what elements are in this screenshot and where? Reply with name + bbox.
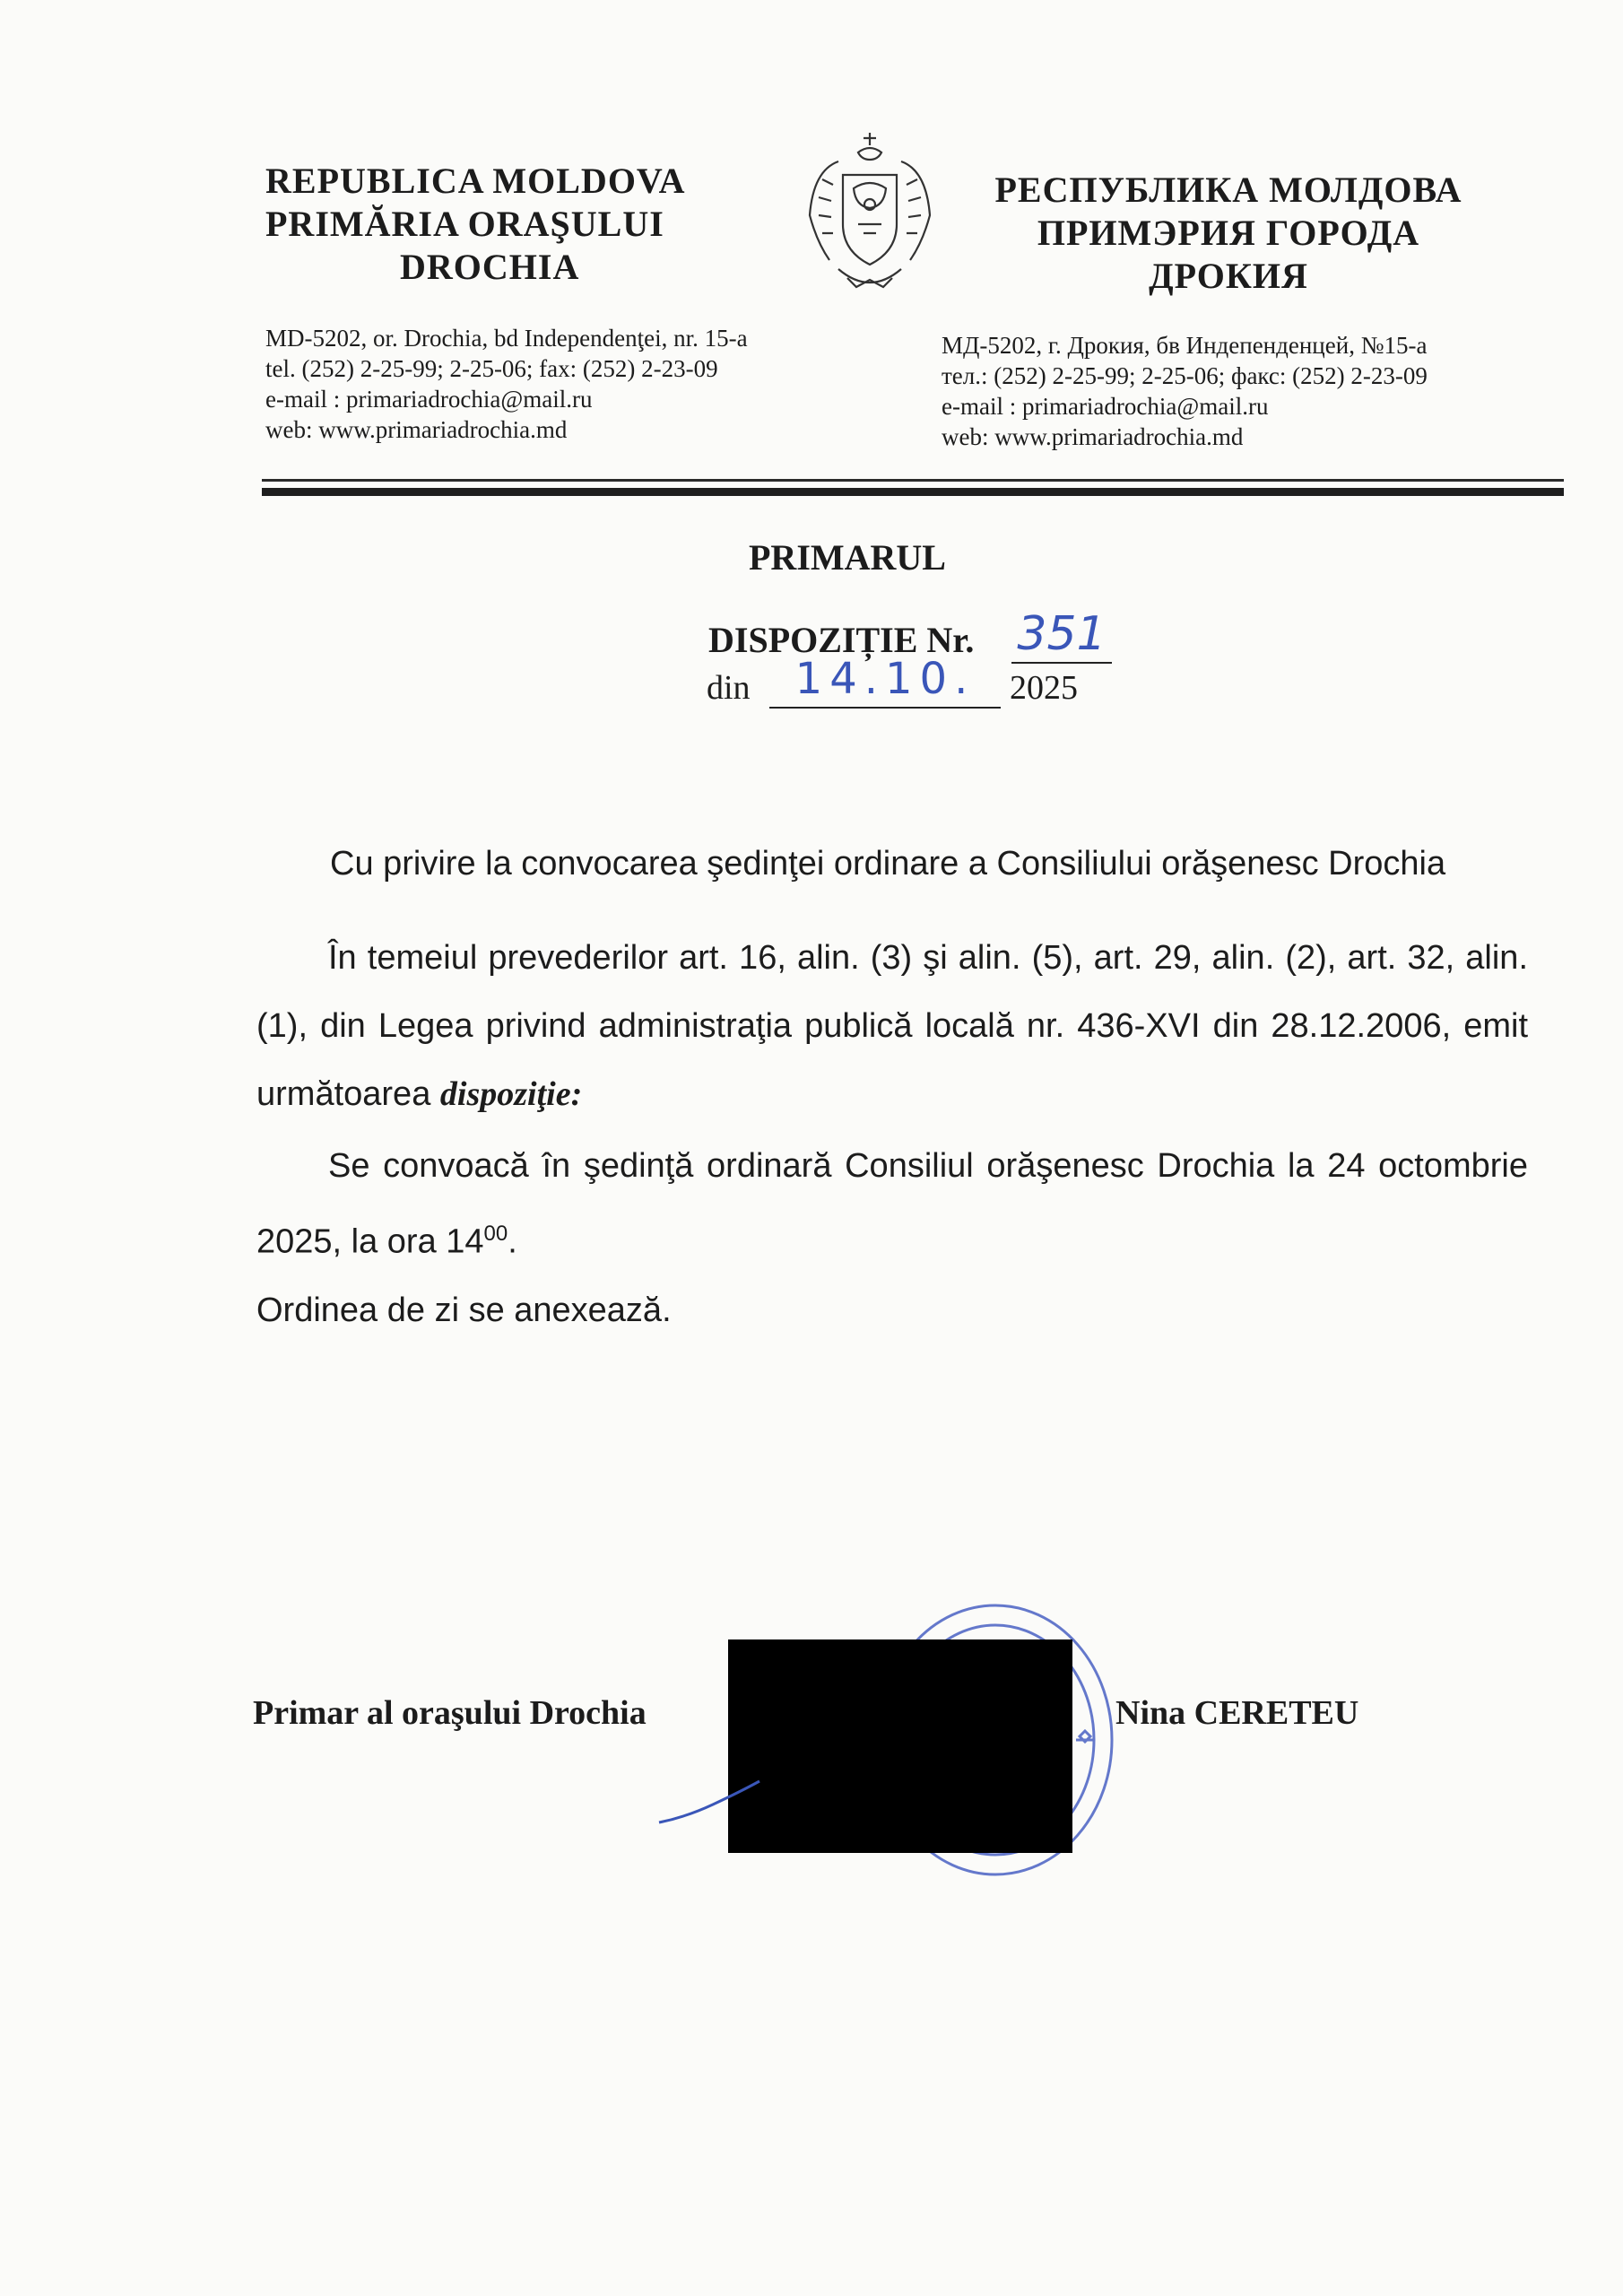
annex-note: Ordinea de zi se anexează. <box>256 1292 672 1329</box>
header-ro-line3: DROCHIA <box>400 247 580 287</box>
header-ru-line3: ДРОКИЯ <box>1149 256 1308 296</box>
web-ru: web: www.primariadrochia.md <box>942 423 1244 450</box>
date-label: din <box>707 669 751 707</box>
document-type-label: DISPOZIȚIE Nr. <box>708 620 975 660</box>
contacts-ro <box>265 323 748 445</box>
header-ru <box>942 169 1515 298</box>
legal-basis-text: În temeiul prevederilor art. 16, alin. (3) şi alin. (5), art. 29, alin. (2), art. 32, alin. (1), din Legea privind administraţia publică locală nr. 436-XVI din 28.12.2006, emit următoarea <box>256 939 1528 1113</box>
header-ru-line1: РЕСПУБЛИКА МОЛДОВА <box>994 170 1462 210</box>
email-ru: e-mail : primariadrochia@mail.ru <box>942 393 1269 420</box>
address-ru: МД-5202, г. Дрокия, бв Индепенденцей, №15-а <box>942 332 1428 359</box>
header-ro <box>265 160 768 289</box>
address-ro: MD-5202, or. Drochia, bd Independenţei, nr. 15-a <box>265 325 748 352</box>
document-subject: Cu privire la convocarea şedinţei ordinare a Consiliului orăşenesc Drochia <box>330 845 1446 883</box>
signatory-name: Nina CERETEU <box>1115 1694 1359 1732</box>
convocation-end: . <box>508 1222 517 1261</box>
document-date: 14.10. <box>769 651 1001 709</box>
convocation-text: Se convoacă în şedinţă ordinară Consiliul orăşenesc Drochia la 24 octombrie 2025, la ora 14 <box>256 1147 1528 1261</box>
web-ro: web: www.primariadrochia.md <box>265 416 568 443</box>
header-ru-line2: ПРИМЭРИЯ ГОРОДА <box>1037 213 1420 253</box>
redacted-signature-block <box>728 1639 1072 1853</box>
document-year: 2025 <box>1010 669 1078 707</box>
header-ro-line2: PRIMĂRIA ORAŞULUI <box>265 204 664 244</box>
header-ro-line1: REPUBLICA MOLDOVA <box>265 161 686 201</box>
email-ro: e-mail : primariadrochia@mail.ru <box>265 386 593 413</box>
document-number: 351 <box>1011 606 1112 664</box>
header-divider-thin <box>262 479 1564 482</box>
contacts-ru <box>942 330 1428 452</box>
header-divider-thick <box>262 488 1564 496</box>
signature-stroke-icon <box>655 1776 762 1830</box>
phone-ro: tel. (252) 2-25-99; 2-25-06; fax: (252) 2-23-09 <box>265 355 718 382</box>
disposition-keyword: dispoziţie: <box>439 1075 583 1113</box>
phone-ru: тел.: (252) 2-25-99; 2-25-06; факс: (252) 2-23-09 <box>942 362 1428 389</box>
coat-of-arms-icon <box>803 126 937 296</box>
signatory-title: Primar al oraşului Drochia <box>253 1694 647 1732</box>
convocation-paragraph <box>256 1132 1528 1276</box>
issuer-title: PRIMARUL <box>749 537 946 578</box>
legal-basis-paragraph <box>256 924 1528 1128</box>
convocation-time-minutes: 00 <box>483 1222 508 1246</box>
